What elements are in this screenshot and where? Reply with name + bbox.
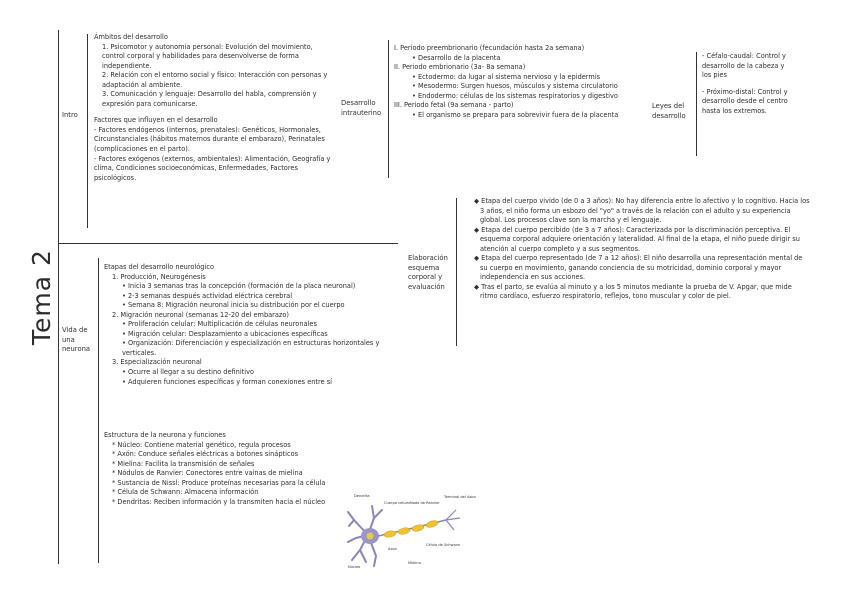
- esquema-item: ◆ Tras el parto, se evalúa al minuto y a los 5 minutos mediante la prueba de V. Apgar, que mide ritmo cardíaco, esfuerzo respiratorio, reflejos, tono muscular y color de piel.: [474, 282, 792, 301]
- esquema-item: ◆ Etapa del cuerpo percibido (de 3 a 7 años): Caracterizada por la discriminación perceptiva. El esquema corporal adquiere orientación y lateralidad. Al final de la etapa, el niño puede dirigir su atención al cuerpo completo y a sus segmentos.: [474, 225, 800, 253]
- nucleus: [367, 533, 374, 540]
- etapa-item: 2. Migración neuronal (semanas 12-20 del embarazo): [112, 310, 290, 319]
- estructura-item: * Nódulos de Ranvier: Conectores entre vainas de mielina: [112, 469, 303, 478]
- esquema-bracket-line: [456, 198, 457, 346]
- label-nucleo: Núcleo: [348, 565, 361, 569]
- periodo-item: II. Periodo embrionario (3a- 8a semana): [394, 63, 526, 72]
- leyes-bracket-line: [696, 52, 697, 156]
- etapa-subitem: • Adquieren funciones específicas y forman conexiones entre sí: [122, 377, 333, 386]
- esquema-item: ◆ Etapa del cuerpo representado (de 7 a 12 años): El niño desarrolla una representación mental de su cuerpo en movimiento, ganando conciencia de su motricidad, dominio corporal y mayor independencia en sus acciones.: [474, 254, 803, 282]
- estructura-item: * Sustancia de Nissl: Produce proteínas necesarias para la célula: [112, 478, 326, 487]
- estructura-title: Estructura de la neurona y funciones: [104, 431, 226, 439]
- etapa-subitem: • Proliferación celular: Multiplicación de células neuronales: [122, 320, 317, 329]
- split-line: [58, 243, 398, 244]
- periodo-item: III. Periodo fetal (9a semana - parto): [394, 101, 514, 110]
- ley-item: - Céfalo-caudal: Control y desarrollo de la cabeza y los pies: [702, 52, 786, 80]
- ley-item: - Próximo-distal: Control y desarrollo desde el centro hasta los extremos.: [702, 87, 788, 115]
- leyes-label: Leyes del desarrollo: [652, 102, 686, 120]
- estructura-item: * Núcleo: Contiene material genético, regula procesos: [112, 440, 291, 449]
- axon-terminals: [446, 510, 460, 530]
- etapa-subitem: • 2-3 semanas después actividad eléctrica cerebral: [122, 291, 293, 300]
- intro-bracket-line: [87, 34, 88, 228]
- label-dendrita: Dendrita: [354, 494, 370, 498]
- label-axon: Axon: [388, 547, 397, 551]
- label-cuerpo: Cuerpo celular: [384, 501, 411, 505]
- neurona-bracket-line: [98, 258, 99, 563]
- estructura-item: * Mielina: Facilita la transmisión de señales: [112, 459, 255, 468]
- esquema-content: [464, 197, 810, 302]
- esquema-item: ◆ Etapa del cuerpo vivido (de 0 a 3 años): No hay diferencia entre lo afectivo y lo cognitivo. Hacia los 3 años, el niño forma un esbozo del "yo" a través de la relación con el adulto y su experiencia global. Los procesos clave son la marcha y el lenguaje.: [474, 197, 810, 225]
- label-terminal: Terminal del Axon: [444, 495, 476, 499]
- etapa-subitem: • Semana 8: Migración neuronal inicia su distribución por el cuerpo: [122, 301, 345, 310]
- label-mielina: Mielina: [408, 561, 421, 565]
- estructura-item: * Célula de Schwann: Almacena información: [112, 488, 259, 497]
- estructura-content: [104, 431, 334, 507]
- factores-title: Factores que influyen en el desarrollo: [94, 116, 218, 125]
- periodo-subitem: • Desarrollo de la placenta: [412, 53, 501, 62]
- periodo-item: I. Periodo preembrionario (fecundación hasta 2a semana): [394, 44, 585, 52]
- esquema-label: Elaboración esquema corporal y evaluación: [408, 254, 448, 291]
- etapa-subitem: • Migración celular: Desplazamiento a ubicaciones específicas: [122, 329, 328, 338]
- periodo-subitem: • Endodermo: células de los sistemas respiratorios y digestivo: [412, 91, 618, 100]
- etapa-item: 1. Producción, Neurogénesis: [112, 272, 206, 281]
- ambitos-title: Ámbitos del desarrollo: [94, 33, 168, 41]
- neurona-content: [104, 263, 404, 394]
- vida-neurona-label: Vida de una neurona: [62, 326, 91, 354]
- estructura-item: * Axón: Conduce señales eléctricas a botones sinápticos: [112, 450, 299, 459]
- etapa-subitem: • Organización: Diferenciación y especialización en estructuras horizontales y verticales.: [122, 339, 380, 357]
- periodo-subitem: • Ectodermo: da lugar al sistema nervioso y la epidermis: [412, 72, 601, 81]
- intro-label: Intro: [62, 111, 78, 119]
- page-title: Tema 2: [27, 249, 56, 345]
- intro-content: [94, 33, 334, 183]
- periodo-subitem: • Mesodermo: Surgen huesos, músculos y sistema circulatorio: [412, 82, 618, 91]
- etapa-item: 3. Especialización neuronal: [112, 358, 202, 367]
- ambito-item: 1. Psicomotor y autonomía personal: Evolución del movimiento, control corporal y habilidades para desenvolverse de forma independiente.: [102, 42, 313, 70]
- estructura-item: * Dendritas: Reciben información y la transmiten hacia el núcleo: [112, 497, 326, 506]
- etapa-subitem: • Ocurre al llegar a su destino definitivo: [122, 368, 255, 377]
- etapa-subitem: • Inicia 3 semanas tras la concepción (formación de la placa neuronal): [122, 282, 356, 291]
- leyes-content: [702, 52, 794, 116]
- intrauterino-bracket-line: [388, 40, 389, 178]
- intrauterino-content: [394, 44, 622, 120]
- main-vertical-line: [58, 30, 59, 564]
- factor-item: - Factores endógenos (internos, prenatales): Genéticos, Hormonales, Circunstanciales (hábitos maternos durante el embarazo), Perinatales (complicaciones en el parto).: [94, 125, 325, 154]
- desarrollo-intrauterino-label: Desarrollo intrauterino: [341, 99, 382, 117]
- etapas-title: Etapas del desarrollo neurológico: [104, 263, 214, 271]
- ambito-item: 3. Comunicación y lenguaje: Desarrollo del habla, comprensión y expresión para comunicarse.: [102, 90, 317, 108]
- label-nodo: Nodo de Ranvier: [410, 501, 440, 505]
- label-schwann: Célula de Schwann: [426, 543, 461, 547]
- factor-item: - Factores exógenos (externos, ambientales): Alimentación, Geografía y clima, Condiciones socioeconómicas, Enfermedades, Factores psicológicos.: [94, 154, 331, 182]
- neuron-diagram: [346, 490, 476, 570]
- ambito-item: 2. Relación con el entorno social y físico: Interacción con personas y adaptación al ambiente.: [102, 71, 328, 89]
- periodo-subitem: • El organismo se prepara para sobrevivir fuera de la placenta: [412, 110, 619, 119]
